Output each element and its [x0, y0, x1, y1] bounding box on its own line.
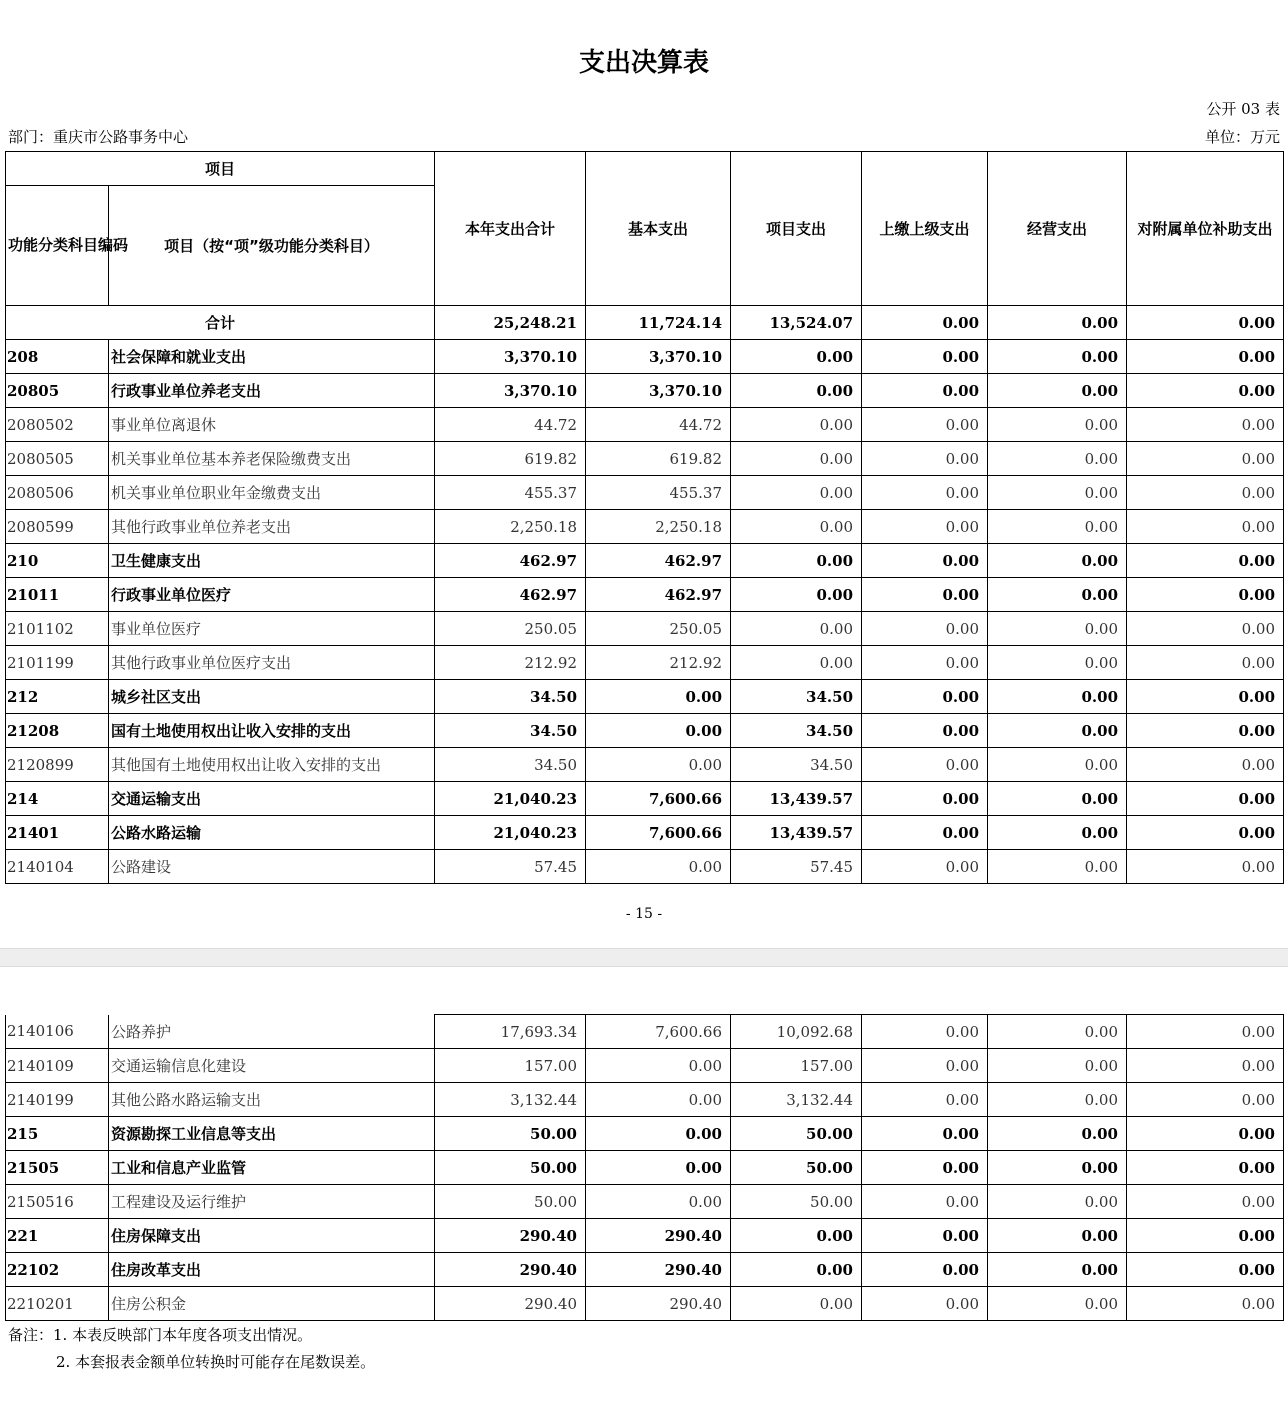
- header-code: 功能分类科目编码: [6, 186, 109, 306]
- value-cell: 0.00: [862, 714, 988, 748]
- table-row: [6, 442, 1284, 476]
- value-cell: 7,600.66: [586, 1015, 731, 1049]
- value-cell: 0.00: [731, 374, 862, 408]
- code-cell: 2080502: [6, 408, 109, 442]
- value-cell: 0.00: [731, 578, 862, 612]
- name-cell: 其他行政事业单位医疗支出: [109, 646, 435, 680]
- value-cell: 0.00: [988, 1083, 1127, 1117]
- code-cell: 210: [6, 544, 109, 578]
- name-cell: 卫生健康支出: [109, 544, 435, 578]
- value-cell: 3,370.10: [435, 340, 586, 374]
- value-cell: 0.00: [1127, 850, 1284, 884]
- value-cell: 290.40: [435, 1253, 586, 1287]
- department-label: 部门：重庆市公路事务中心: [8, 128, 189, 146]
- code-cell: 215: [6, 1117, 109, 1151]
- value-cell: 0.00: [988, 340, 1127, 374]
- value-cell: 0.00: [988, 714, 1127, 748]
- value-cell: 0.00: [586, 680, 731, 714]
- value-cell: 0.00: [988, 1049, 1127, 1083]
- total-row: [6, 306, 1284, 340]
- value-cell: 7,600.66: [586, 782, 731, 816]
- value-cell: 3,370.10: [586, 374, 731, 408]
- header-project: 项目: [6, 152, 435, 186]
- value-cell: 0.00: [862, 612, 988, 646]
- name-cell: 事业单位离退休: [109, 408, 435, 442]
- value-cell: 157.00: [731, 1049, 862, 1083]
- table-row: [6, 680, 1284, 714]
- value-cell: 34.50: [731, 748, 862, 782]
- value-cell: 0.00: [1127, 1151, 1284, 1185]
- value-cell: 0.00: [862, 510, 988, 544]
- value-cell: 0.00: [862, 782, 988, 816]
- value-cell: 0.00: [1127, 646, 1284, 680]
- value-cell: 0.00: [988, 408, 1127, 442]
- value-cell: 0.00: [988, 442, 1127, 476]
- value-cell: 0.00: [1127, 782, 1284, 816]
- value-cell: 0.00: [862, 850, 988, 884]
- value-cell: 0.00: [862, 578, 988, 612]
- total-cell: 0.00: [862, 306, 988, 340]
- table-row: [6, 476, 1284, 510]
- header-subsidy: 对附属单位补助支出: [1127, 152, 1284, 306]
- table-row: [6, 510, 1284, 544]
- value-cell: 0.00: [862, 680, 988, 714]
- value-cell: 462.97: [435, 578, 586, 612]
- value-cell: 0.00: [988, 374, 1127, 408]
- value-cell: 0.00: [1127, 374, 1284, 408]
- value-cell: 212.92: [435, 646, 586, 680]
- value-cell: 2,250.18: [586, 510, 731, 544]
- value-cell: 0.00: [1127, 816, 1284, 850]
- table-row: [6, 1151, 1284, 1185]
- value-cell: 50.00: [731, 1117, 862, 1151]
- value-cell: 0.00: [862, 748, 988, 782]
- value-cell: 0.00: [988, 1253, 1127, 1287]
- value-cell: 0.00: [586, 1185, 731, 1219]
- value-cell: 0.00: [1127, 1219, 1284, 1253]
- value-cell: 157.00: [435, 1049, 586, 1083]
- value-cell: 3,132.44: [731, 1083, 862, 1117]
- value-cell: 0.00: [586, 1117, 731, 1151]
- value-cell: 3,370.10: [586, 340, 731, 374]
- table-row: [6, 1015, 1284, 1049]
- value-cell: 0.00: [988, 1117, 1127, 1151]
- value-cell: 0.00: [1127, 408, 1284, 442]
- value-cell: 462.97: [586, 544, 731, 578]
- table-row: [6, 714, 1284, 748]
- table-row: [6, 816, 1284, 850]
- value-cell: 0.00: [988, 1015, 1127, 1049]
- value-cell: 0.00: [862, 1117, 988, 1151]
- value-cell: 0.00: [1127, 612, 1284, 646]
- value-cell: 212.92: [586, 646, 731, 680]
- name-cell: 工程建设及运行维护: [109, 1185, 435, 1219]
- value-cell: 0.00: [586, 714, 731, 748]
- value-cell: 50.00: [435, 1117, 586, 1151]
- table-row: [6, 408, 1284, 442]
- value-cell: 0.00: [988, 510, 1127, 544]
- name-cell: 交通运输信息化建设: [109, 1049, 435, 1083]
- value-cell: 619.82: [586, 442, 731, 476]
- name-cell: 住房公积金: [109, 1287, 435, 1321]
- code-cell: 2080506: [6, 476, 109, 510]
- name-cell: 其他公路水路运输支出: [109, 1083, 435, 1117]
- table-row: [6, 612, 1284, 646]
- value-cell: 0.00: [988, 850, 1127, 884]
- value-cell: 0.00: [988, 646, 1127, 680]
- value-cell: 0.00: [1127, 1253, 1284, 1287]
- table-row: [6, 1219, 1284, 1253]
- code-cell: 208: [6, 340, 109, 374]
- value-cell: 0.00: [862, 646, 988, 680]
- value-cell: 0.00: [862, 1185, 988, 1219]
- code-cell: 221: [6, 1219, 109, 1253]
- value-cell: 0.00: [862, 408, 988, 442]
- value-cell: 34.50: [731, 714, 862, 748]
- form-number: 公开 03 表: [1206, 100, 1280, 118]
- value-cell: 0.00: [731, 476, 862, 510]
- value-cell: 0.00: [1127, 476, 1284, 510]
- name-cell: 其他行政事业单位养老支出: [109, 510, 435, 544]
- table-row: [6, 1117, 1284, 1151]
- value-cell: 7,600.66: [586, 816, 731, 850]
- total-label: 合计: [6, 306, 435, 340]
- value-cell: 0.00: [862, 1287, 988, 1321]
- value-cell: 0.00: [1127, 510, 1284, 544]
- note-line-1: 备注：1. 本表反映部门本年度各项支出情况。: [8, 1326, 313, 1344]
- header-total: 本年支出合计: [435, 152, 586, 306]
- value-cell: 0.00: [1127, 1117, 1284, 1151]
- value-cell: 0.00: [988, 544, 1127, 578]
- name-cell: 行政事业单位医疗: [109, 578, 435, 612]
- table-row: [6, 782, 1284, 816]
- value-cell: 0.00: [1127, 1185, 1284, 1219]
- value-cell: 290.40: [586, 1219, 731, 1253]
- header-upper: 上缴上级支出: [862, 152, 988, 306]
- value-cell: 0.00: [988, 816, 1127, 850]
- code-cell: 2101199: [6, 646, 109, 680]
- value-cell: 455.37: [586, 476, 731, 510]
- page-number: - 15 -: [625, 906, 663, 922]
- value-cell: 462.97: [435, 544, 586, 578]
- header-name: 项目（按“项”级功能分类科目）: [109, 186, 435, 306]
- value-cell: 0.00: [1127, 1015, 1284, 1049]
- value-cell: 0.00: [586, 850, 731, 884]
- total-cell: 0.00: [1127, 306, 1284, 340]
- code-cell: 2080505: [6, 442, 109, 476]
- code-cell: 2140106: [6, 1015, 109, 1049]
- value-cell: 0.00: [1127, 340, 1284, 374]
- value-cell: 0.00: [731, 1253, 862, 1287]
- value-cell: 0.00: [988, 612, 1127, 646]
- page-separator: [0, 948, 1288, 967]
- table-row: [6, 646, 1284, 680]
- table-row: [6, 1287, 1284, 1321]
- code-cell: 22102: [6, 1253, 109, 1287]
- value-cell: 250.05: [586, 612, 731, 646]
- value-cell: 0.00: [1127, 748, 1284, 782]
- value-cell: 34.50: [435, 680, 586, 714]
- page-title: 支出决算表: [578, 48, 709, 78]
- code-cell: 2210201: [6, 1287, 109, 1321]
- value-cell: 290.40: [586, 1287, 731, 1321]
- value-cell: 44.72: [586, 408, 731, 442]
- code-cell: 2101102: [6, 612, 109, 646]
- header-business: 经营支出: [988, 152, 1127, 306]
- value-cell: 0.00: [1127, 1049, 1284, 1083]
- code-cell: 2080599: [6, 510, 109, 544]
- name-cell: 行政事业单位养老支出: [109, 374, 435, 408]
- value-cell: 0.00: [988, 1151, 1127, 1185]
- expenditure-table-page1: [5, 151, 1284, 884]
- value-cell: 3,132.44: [435, 1083, 586, 1117]
- value-cell: 2,250.18: [435, 510, 586, 544]
- name-cell: 公路建设: [109, 850, 435, 884]
- value-cell: 10,092.68: [731, 1015, 862, 1049]
- value-cell: 13,439.57: [731, 782, 862, 816]
- value-cell: 455.37: [435, 476, 586, 510]
- value-cell: 0.00: [988, 578, 1127, 612]
- code-cell: 21011: [6, 578, 109, 612]
- value-cell: 0.00: [988, 782, 1127, 816]
- value-cell: 0.00: [862, 1219, 988, 1253]
- name-cell: 机关事业单位职业年金缴费支出: [109, 476, 435, 510]
- table-row: [6, 748, 1284, 782]
- name-cell: 公路养护: [109, 1015, 435, 1049]
- value-cell: 0.00: [1127, 680, 1284, 714]
- value-cell: 0.00: [586, 1049, 731, 1083]
- value-cell: 50.00: [435, 1185, 586, 1219]
- expenditure-table-page2: [5, 1014, 1284, 1321]
- unit-label: 单位：万元: [1204, 128, 1280, 146]
- code-cell: 2120899: [6, 748, 109, 782]
- value-cell: 0.00: [862, 1083, 988, 1117]
- code-cell: 2140199: [6, 1083, 109, 1117]
- value-cell: 0.00: [586, 748, 731, 782]
- value-cell: 3,370.10: [435, 374, 586, 408]
- table-row: [6, 578, 1284, 612]
- value-cell: 0.00: [1127, 544, 1284, 578]
- value-cell: 0.00: [988, 1287, 1127, 1321]
- table-row: [6, 1049, 1284, 1083]
- name-cell: 公路水路运输: [109, 816, 435, 850]
- table-row: [6, 374, 1284, 408]
- name-cell: 交通运输支出: [109, 782, 435, 816]
- total-cell: 13,524.07: [731, 306, 862, 340]
- value-cell: 0.00: [988, 1185, 1127, 1219]
- table-row: [6, 850, 1284, 884]
- table-row: [6, 340, 1284, 374]
- name-cell: 城乡社区支出: [109, 680, 435, 714]
- code-cell: 21401: [6, 816, 109, 850]
- name-cell: 国有土地使用权出让收入安排的支出: [109, 714, 435, 748]
- table-row: [6, 1185, 1284, 1219]
- name-cell: 事业单位医疗: [109, 612, 435, 646]
- table-row: [6, 1253, 1284, 1287]
- value-cell: 57.45: [435, 850, 586, 884]
- name-cell: 机关事业单位基本养老保险缴费支出: [109, 442, 435, 476]
- value-cell: 0.00: [862, 340, 988, 374]
- value-cell: 0.00: [988, 476, 1127, 510]
- value-cell: 21,040.23: [435, 782, 586, 816]
- total-cell: 25,248.21: [435, 306, 586, 340]
- value-cell: 50.00: [731, 1151, 862, 1185]
- value-cell: 0.00: [862, 374, 988, 408]
- value-cell: 0.00: [731, 612, 862, 646]
- value-cell: 50.00: [435, 1151, 586, 1185]
- value-cell: 0.00: [731, 510, 862, 544]
- code-cell: 214: [6, 782, 109, 816]
- value-cell: 0.00: [862, 476, 988, 510]
- value-cell: 0.00: [988, 1219, 1127, 1253]
- value-cell: 0.00: [586, 1083, 731, 1117]
- code-cell: 2140104: [6, 850, 109, 884]
- value-cell: 44.72: [435, 408, 586, 442]
- code-cell: 2150516: [6, 1185, 109, 1219]
- value-cell: 0.00: [731, 646, 862, 680]
- value-cell: 619.82: [435, 442, 586, 476]
- code-cell: 21505: [6, 1151, 109, 1185]
- value-cell: 0.00: [731, 1287, 862, 1321]
- value-cell: 0.00: [862, 1253, 988, 1287]
- value-cell: 0.00: [862, 816, 988, 850]
- code-cell: 20805: [6, 374, 109, 408]
- value-cell: 0.00: [862, 1015, 988, 1049]
- code-cell: 212: [6, 680, 109, 714]
- total-cell: 0.00: [988, 306, 1127, 340]
- value-cell: 0.00: [731, 340, 862, 374]
- value-cell: 0.00: [731, 408, 862, 442]
- note-line-2: 2. 本套报表金额单位转换时可能存在尾数误差。: [56, 1353, 376, 1371]
- value-cell: 0.00: [586, 1151, 731, 1185]
- value-cell: 0.00: [988, 680, 1127, 714]
- value-cell: 0.00: [731, 442, 862, 476]
- value-cell: 0.00: [731, 1219, 862, 1253]
- value-cell: 13,439.57: [731, 816, 862, 850]
- value-cell: 50.00: [731, 1185, 862, 1219]
- name-cell: 社会保障和就业支出: [109, 340, 435, 374]
- value-cell: 34.50: [435, 714, 586, 748]
- value-cell: 0.00: [862, 1049, 988, 1083]
- table-row: [6, 544, 1284, 578]
- value-cell: 290.40: [435, 1287, 586, 1321]
- value-cell: 0.00: [731, 544, 862, 578]
- value-cell: 0.00: [1127, 714, 1284, 748]
- value-cell: 250.05: [435, 612, 586, 646]
- name-cell: 住房改革支出: [109, 1253, 435, 1287]
- value-cell: 0.00: [862, 544, 988, 578]
- code-cell: 21208: [6, 714, 109, 748]
- value-cell: 57.45: [731, 850, 862, 884]
- value-cell: 0.00: [862, 1151, 988, 1185]
- value-cell: 21,040.23: [435, 816, 586, 850]
- name-cell: 住房保障支出: [109, 1219, 435, 1253]
- value-cell: 34.50: [435, 748, 586, 782]
- value-cell: 0.00: [1127, 578, 1284, 612]
- header-basic: 基本支出: [586, 152, 731, 306]
- header-project-expense: 项目支出: [731, 152, 862, 306]
- value-cell: 0.00: [988, 748, 1127, 782]
- value-cell: 0.00: [1127, 442, 1284, 476]
- value-cell: 290.40: [586, 1253, 731, 1287]
- table-row: [6, 1083, 1284, 1117]
- total-cell: 11,724.14: [586, 306, 731, 340]
- value-cell: 0.00: [1127, 1083, 1284, 1117]
- name-cell: 资源勘探工业信息等支出: [109, 1117, 435, 1151]
- value-cell: 0.00: [1127, 1287, 1284, 1321]
- name-cell: 工业和信息产业监管: [109, 1151, 435, 1185]
- name-cell: 其他国有土地使用权出让收入安排的支出: [109, 748, 435, 782]
- value-cell: 462.97: [586, 578, 731, 612]
- value-cell: 34.50: [731, 680, 862, 714]
- value-cell: 290.40: [435, 1219, 586, 1253]
- value-cell: 0.00: [862, 442, 988, 476]
- code-cell: 2140109: [6, 1049, 109, 1083]
- value-cell: 17,693.34: [435, 1015, 586, 1049]
